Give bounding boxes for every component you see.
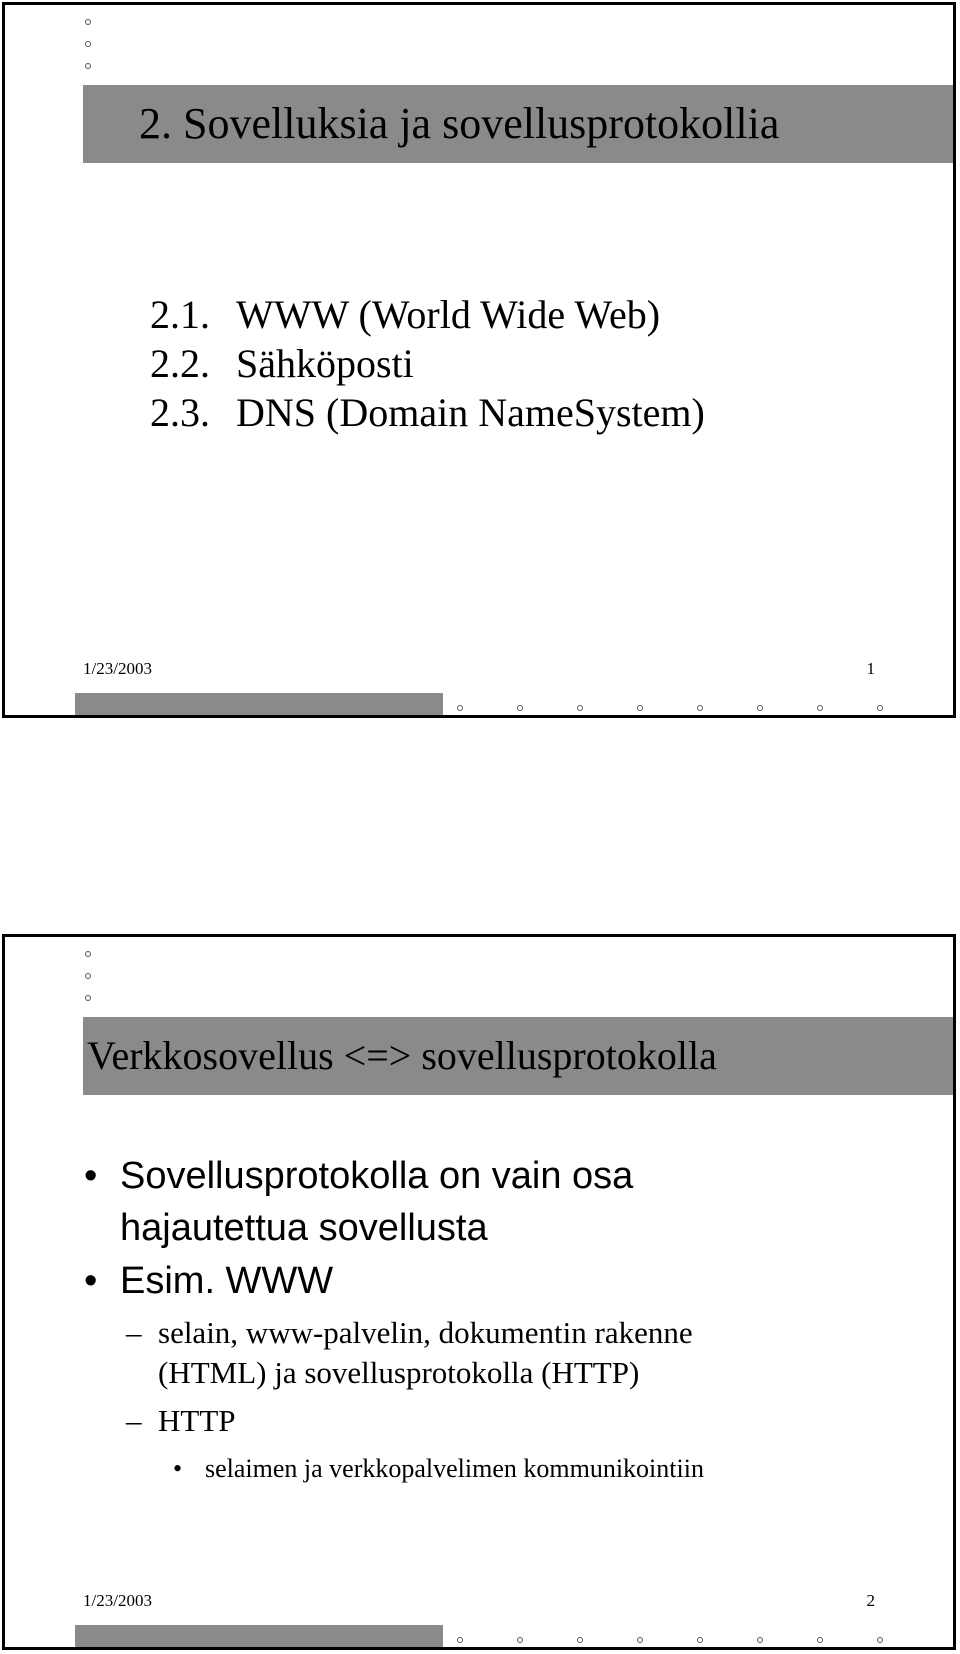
decor-dot xyxy=(817,705,823,711)
bullet-glyph: • xyxy=(173,1454,183,1483)
topic-item xyxy=(150,290,705,339)
bullet-text: Sovellusprotokolla on vain osa xyxy=(120,1155,634,1197)
topic-label: WWW (World Wide Web) xyxy=(236,292,661,337)
topic-number: 2.2. xyxy=(150,341,210,386)
bullet-text: Esim. WWW xyxy=(120,1260,334,1302)
decor-dot xyxy=(517,1637,523,1643)
decor-dot xyxy=(817,1637,823,1643)
sub-sub-item-text: selaimen ja verkkopalvelimen kommunikointiin xyxy=(205,1454,704,1483)
decor-dot xyxy=(877,1637,883,1643)
topic-label: DNS (Domain NameSystem) xyxy=(236,390,705,435)
decor-dot xyxy=(637,705,643,711)
topic-label: Sähköposti xyxy=(236,341,414,386)
sub-sub-item xyxy=(173,1452,704,1486)
decor-dot xyxy=(517,705,523,711)
bullet-glyph: • xyxy=(84,1260,98,1302)
topic-number: 2.3. xyxy=(150,390,210,435)
sub-item xyxy=(126,1313,693,1393)
bullet-item xyxy=(84,1255,334,1307)
sub-item-text: (HTML) ja sovellusprotokolla (HTTP) xyxy=(158,1355,640,1390)
decor-dot xyxy=(85,41,91,47)
bullet-glyph: • xyxy=(84,1155,98,1197)
sub-item xyxy=(126,1401,236,1441)
slide-2 xyxy=(2,934,956,1650)
decor-dot xyxy=(457,1637,463,1643)
footer-bar xyxy=(75,693,443,715)
page-number: 1 xyxy=(866,659,875,678)
slide-title: 2. Sovelluksia ja sovellusprotokollia xyxy=(139,99,780,148)
topic-item xyxy=(150,339,705,388)
footer-date: 1/23/2003 xyxy=(83,1591,152,1610)
decor-dot xyxy=(757,1637,763,1643)
decor-dot xyxy=(577,705,583,711)
page-number: 2 xyxy=(866,1591,875,1610)
footer-bar xyxy=(75,1625,443,1647)
decor-dot xyxy=(85,995,91,1001)
sub-item-text: HTTP xyxy=(158,1403,236,1438)
dash-glyph: – xyxy=(126,1315,142,1350)
topic-list xyxy=(150,290,705,437)
slide-1 xyxy=(2,2,956,718)
decor-dot xyxy=(697,1637,703,1643)
topic-item xyxy=(150,388,705,437)
footer-date: 1/23/2003 xyxy=(83,659,152,678)
decor-dot xyxy=(457,705,463,711)
decor-dot xyxy=(85,19,91,25)
decor-dot xyxy=(697,705,703,711)
decor-dot xyxy=(637,1637,643,1643)
title-bar xyxy=(83,1017,953,1095)
decor-dot xyxy=(85,63,91,69)
title-bar xyxy=(83,85,953,163)
bullet-item xyxy=(84,1150,634,1254)
dash-glyph: – xyxy=(126,1403,142,1438)
topic-number: 2.1. xyxy=(150,292,210,337)
decor-dot xyxy=(757,705,763,711)
sub-item-text: selain, www-palvelin, dokumentin rakenne xyxy=(158,1315,693,1350)
bullet-text: hajautettua sovellusta xyxy=(120,1207,488,1249)
decor-dot xyxy=(577,1637,583,1643)
slide-title: Verkkosovellus <=> sovellusprotokolla xyxy=(87,1033,717,1078)
decor-dot xyxy=(85,973,91,979)
decor-dot xyxy=(877,705,883,711)
decor-dot xyxy=(85,951,91,957)
